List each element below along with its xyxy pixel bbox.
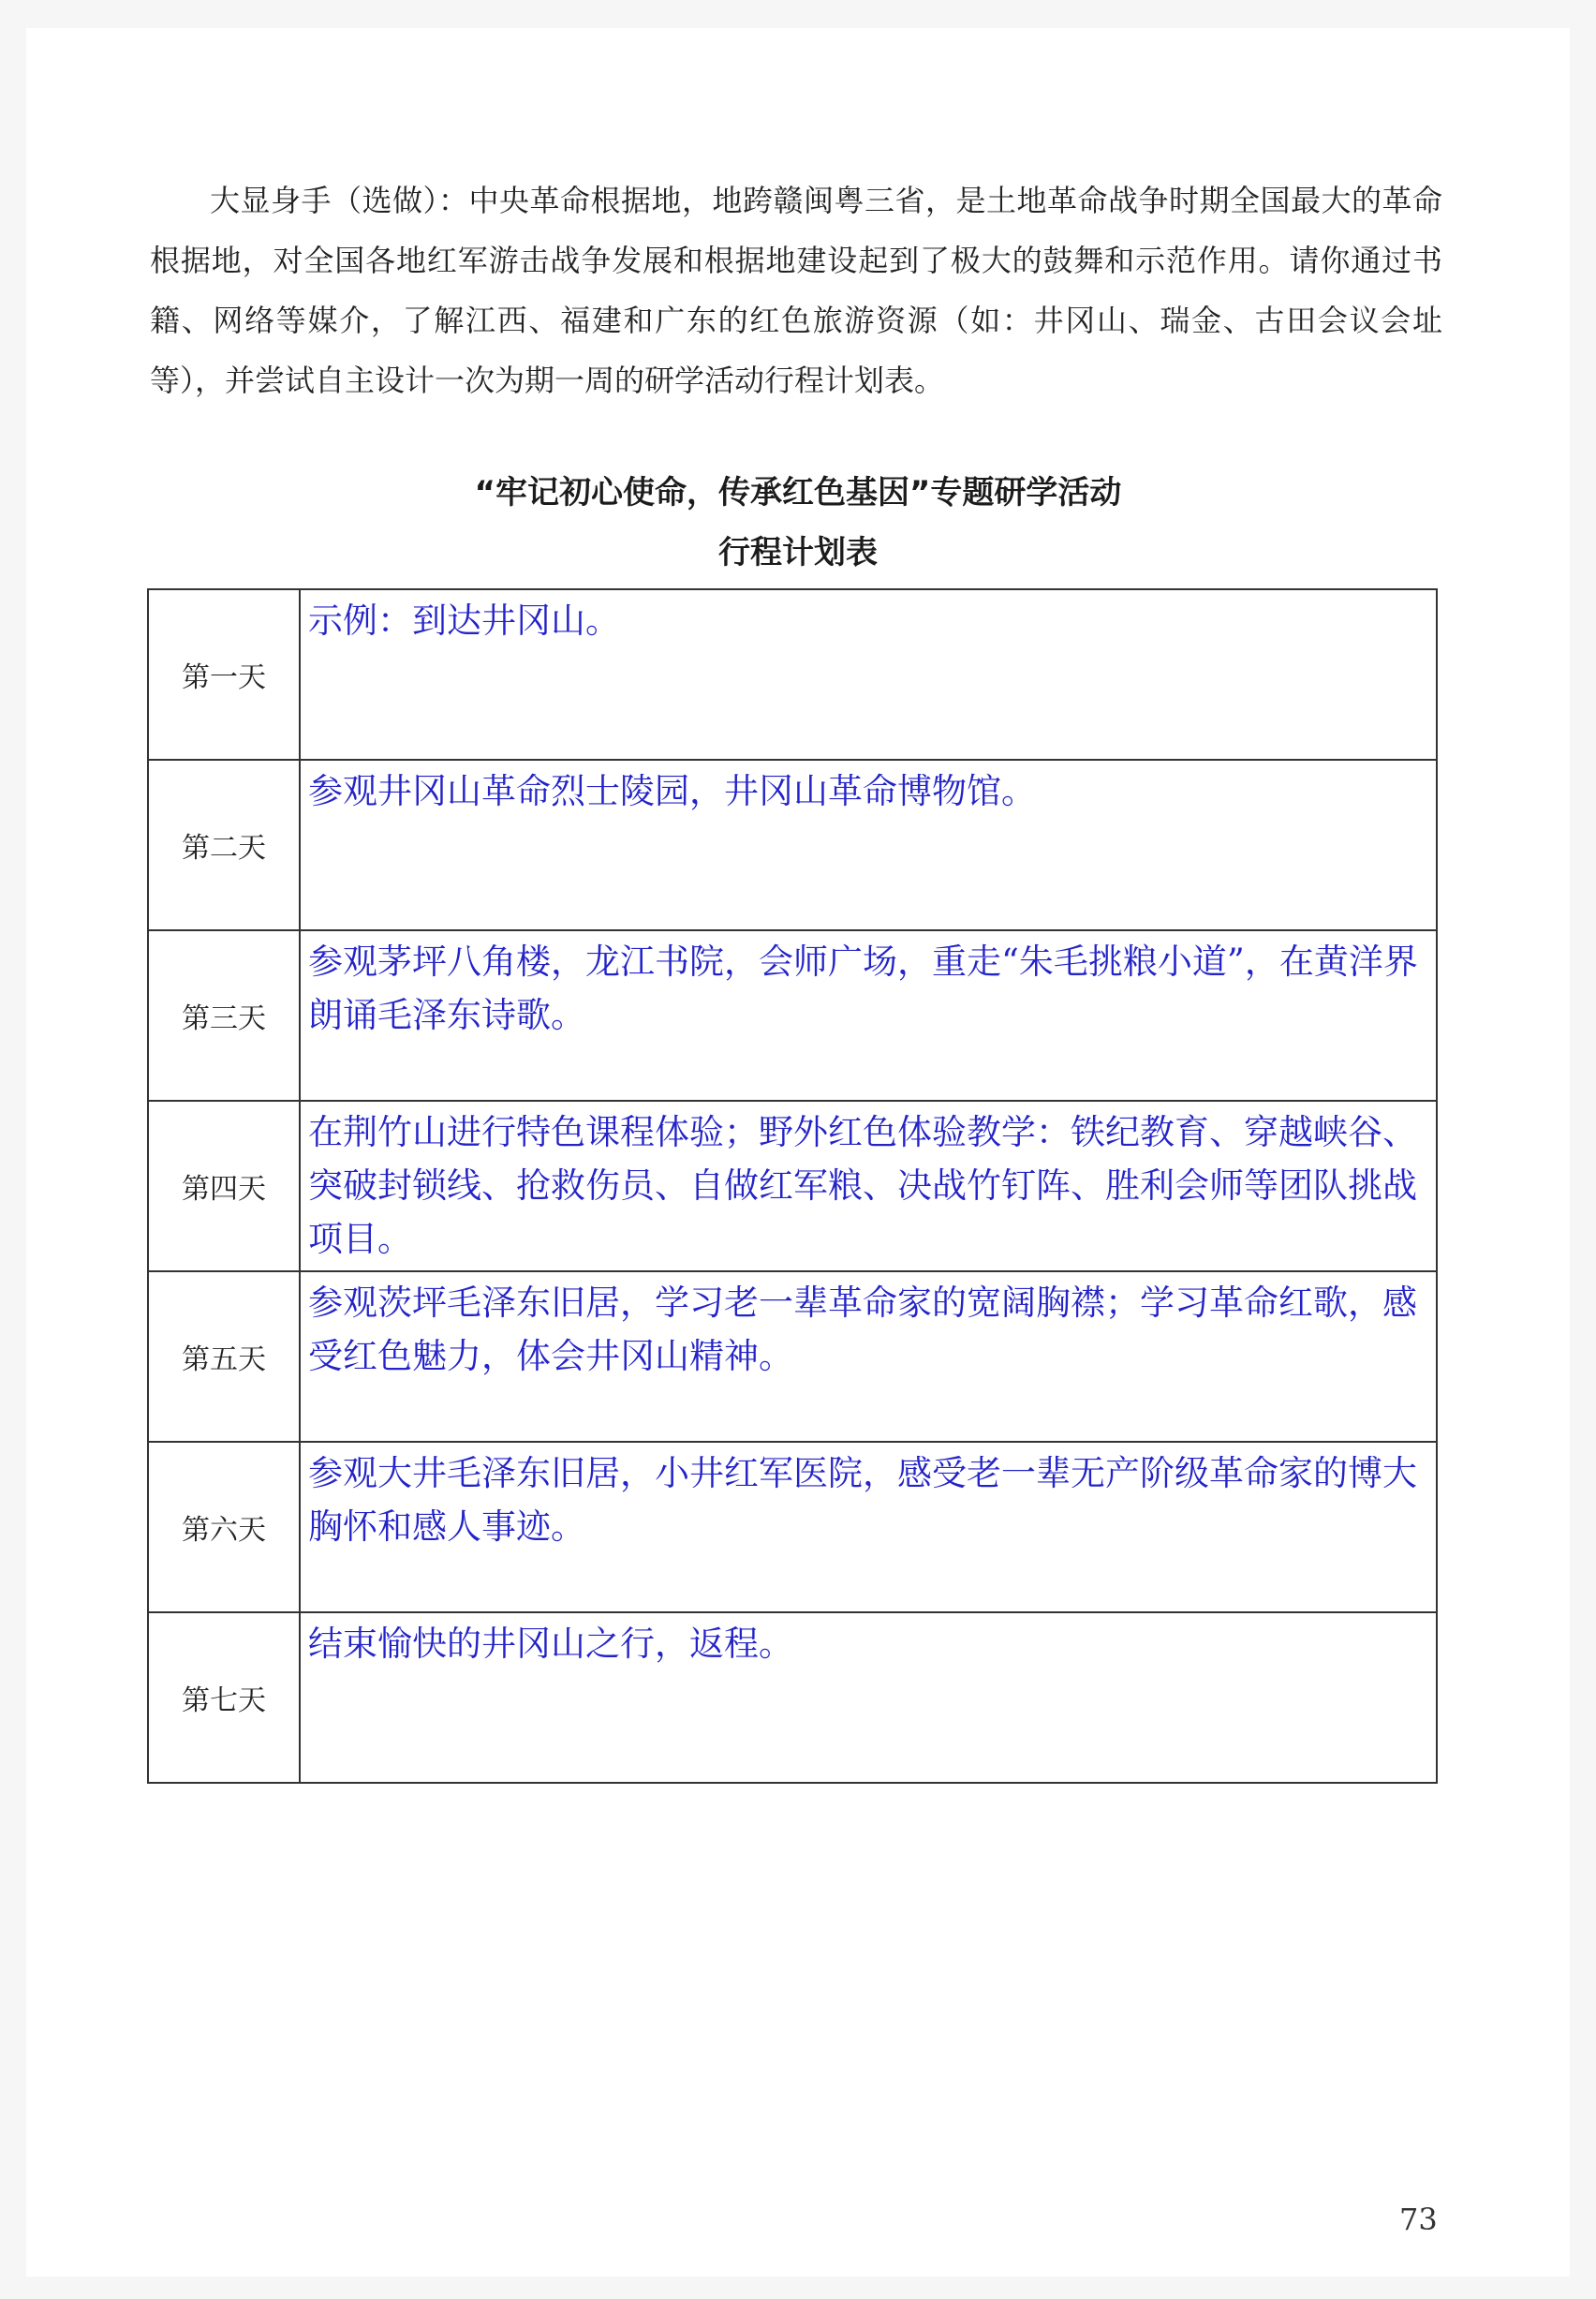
table-row [148,930,1437,1101]
table-row [148,1271,1437,1442]
plan-entry: 示例：到达井冈山。 [300,589,1437,760]
plan-entry: 在荆竹山进行特色课程体验；野外红色体验教学：铁纪教育、穿越峡谷、突破封锁线、抢救伤员、自做红军粮、决战竹钉阵、胜利会师等团队挑战项目。 [300,1101,1437,1271]
table-subtitle: 行程计划表 [718,534,878,571]
day-label: 第七天 [148,1612,300,1783]
page-number: 73 [1399,2202,1438,2237]
day-label: 第三天 [148,930,300,1101]
table-row [148,1101,1437,1271]
table-row [148,1612,1437,1783]
table-row [148,589,1437,760]
table-row [148,1442,1437,1612]
day-label: 第二天 [148,760,300,930]
itinerary-table [147,588,1438,1784]
plan-entry: 参观茨坪毛泽东旧居，学习老一辈革命家的宽阔胸襟；学习革命红歌，感受红色魅力，体会井冈山精神。 [300,1271,1437,1442]
day-label: 第一天 [148,589,300,760]
plan-entry: 参观大井毛泽东旧居，小井红军医院，感受老一辈无产阶级革命家的博大胸怀和感人事迹。 [300,1442,1437,1612]
day-label: 第六天 [148,1442,300,1612]
day-label: 第五天 [148,1271,300,1442]
plan-entry: 参观茅坪八角楼，龙江书院，会师广场，重走“朱毛挑粮小道”，在黄洋界朗诵毛泽东诗歌。 [300,930,1437,1101]
table-title: “牢记初心使命，传承红色基因”专题研学活动 [474,474,1122,512]
plan-entry: 结束愉快的井冈山之行，返程。 [300,1612,1437,1783]
intro-paragraph: 大显身手（选做）：中央革命根据地，地跨赣闽粤三省，是土地革命战争时期全国最大的革命根据地，对全国各地红军游击战争发展和根据地建设起到了极大的鼓舞和示范作用。请你通过书籍、网络等媒介，了解江西、福建和广东的红色旅游资源（如：井冈山、瑞金、古田会议会址等），并尝试自主设计一次为期一周的研学活动行程计划表。 [150,183,1442,398]
day-label: 第四天 [148,1101,300,1271]
table-row [148,760,1437,930]
plan-entry: 参观井冈山革命烈士陵园，井冈山革命博物馆。 [300,760,1437,930]
